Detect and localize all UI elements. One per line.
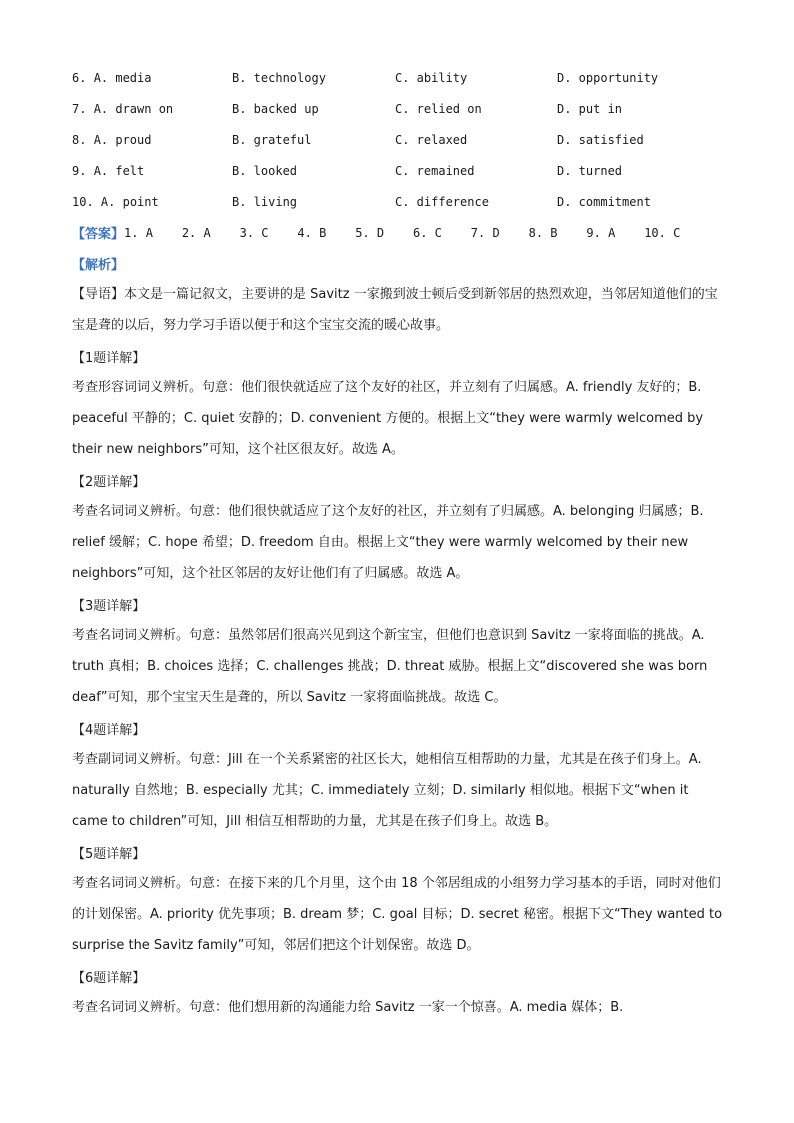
details-block: [72, 341, 724, 1023]
intro-text: 本文是一篇记叙文，主要讲的是 Savitz 一家搬到波士顿后受到新邻居的热烈欢迎，当邻居知道他们的宝宝是聋的以后，努力学习手语以便于和这个宝宝交流的暖心故事。: [72, 287, 718, 333]
detail-paragraph: 考查副词词义辨析。句意：Jill 在一个关系紧密的社区长大，她相信互相帮助的力量，尤其是在孩子们身上。A. naturally 自然地；B. especially 尤其；C. immediately 立刻；D. similarly 相似地。根据下文“when it came to children”可知，Jill 相信互相帮助的力量，尤其是在孩子们身上。故选 B。: [72, 752, 702, 829]
question-number: 7.: [72, 101, 87, 116]
detail-paragraph: 考查名词词义辨析。句意：虽然邻居们很高兴见到这个新宝宝，但他们也意识到 Savitz 一家将面临的挑战。A. truth 真相；B. choices 选择；C. challenges 挑战；D. threat 威胁。根据上文“discovered she was born deaf”可知，那个宝宝天生是聋的，所以 Savitz 一家将面临挑战。故选 C。: [72, 628, 708, 705]
option-a: [72, 102, 232, 116]
option-text: A. felt: [93, 163, 145, 178]
option-text: A. media: [93, 70, 152, 85]
option-b: B. backed up: [232, 101, 319, 116]
option-b: B. technology: [232, 70, 326, 85]
answer-line: [72, 217, 724, 248]
option-row: [72, 93, 724, 124]
detail-heading: 【3题详解】: [72, 599, 146, 614]
option-b: B. grateful: [232, 132, 312, 147]
detail-heading: 【2题详解】: [72, 475, 146, 490]
option-c: C. remained: [395, 163, 475, 178]
detail-paragraph: 考查形容词词义辨析。句意：他们很快就适应了这个友好的社区，并立刻有了归属感。A. friendly 友好的；B. peaceful 平静的；C. quiet 安静的；D. convenient 方便的。根据上文“they were warmly welcomed by their new neighbors”可知，这个社区很友好。故选 A。: [72, 380, 704, 457]
option-b: B. living: [232, 194, 298, 209]
options-block: [72, 62, 724, 217]
answer-key: 1. A 2. A 3. C 4. B 5. D 6. C 7. D 8. B 9. A 10. C: [124, 225, 681, 240]
option-d: D. commitment: [557, 194, 651, 209]
option-d: D. put in: [557, 101, 623, 116]
detail-paragraph: 考查名词词义辨析。句意：在接下来的几个月里，这个由 18 个邻居组成的小组努力学习基本的手语，同时对他们的计划保密。A. priority 优先事项；B. dream 梦；C. goal 目标；D. secret 秘密。根据下文“They wanted to surprise the Savitz family”可知，邻居们把这个计划保密。故选 D。: [72, 876, 723, 953]
option-row: [72, 155, 724, 186]
option-text: A. drawn on: [93, 101, 174, 116]
option-d: D. opportunity: [557, 70, 659, 85]
detail-heading: 【5题详解】: [72, 847, 146, 862]
detail-paragraph: 考查名词词义辨析。句意：他们很快就适应了这个友好的社区，并立刻有了归属感。A. belonging 归属感；B. relief 缓解；C. hope 希望；D. freedom 自由。根据上文“they were warmly welcomed by their new neighbors”可知，这个社区邻居的友好让他们有了归属感。故选 A。: [72, 504, 704, 581]
option-row: [72, 124, 724, 155]
option-a: [72, 195, 232, 209]
document-page: [72, 62, 724, 1023]
option-c: C. difference: [395, 194, 489, 209]
option-text: A. proud: [93, 132, 152, 147]
analysis-heading: [72, 248, 724, 279]
option-row: [72, 186, 724, 217]
answer-label: 【答案】: [72, 227, 125, 242]
option-a: [72, 133, 232, 147]
intro-label: 【导语】: [72, 287, 125, 302]
detail-heading: 【6题详解】: [72, 971, 146, 986]
detail-paragraph: 考查名词词义辨析。句意：他们想用新的沟通能力给 Savitz 一家一个惊喜。A. media 媒体；B.: [72, 1000, 624, 1015]
option-c: C. ability: [395, 70, 468, 85]
option-text: A. point: [100, 194, 159, 209]
question-number: 10.: [72, 194, 94, 209]
option-row: [72, 62, 724, 93]
option-a: [72, 71, 232, 85]
question-number: 6.: [72, 70, 87, 85]
intro-paragraph: [72, 279, 724, 341]
question-number: 9.: [72, 163, 87, 178]
detail-heading: 【1题详解】: [72, 351, 146, 366]
option-c: C. relaxed: [395, 132, 468, 147]
option-b: B. looked: [232, 163, 298, 178]
option-a: [72, 164, 232, 178]
option-c: C. relied on: [395, 101, 482, 116]
question-number: 8.: [72, 132, 87, 147]
analysis-label: 【解析】: [72, 258, 125, 273]
option-d: D. turned: [557, 163, 623, 178]
option-d: D. satisfied: [557, 132, 644, 147]
detail-heading: 【4题详解】: [72, 723, 146, 738]
